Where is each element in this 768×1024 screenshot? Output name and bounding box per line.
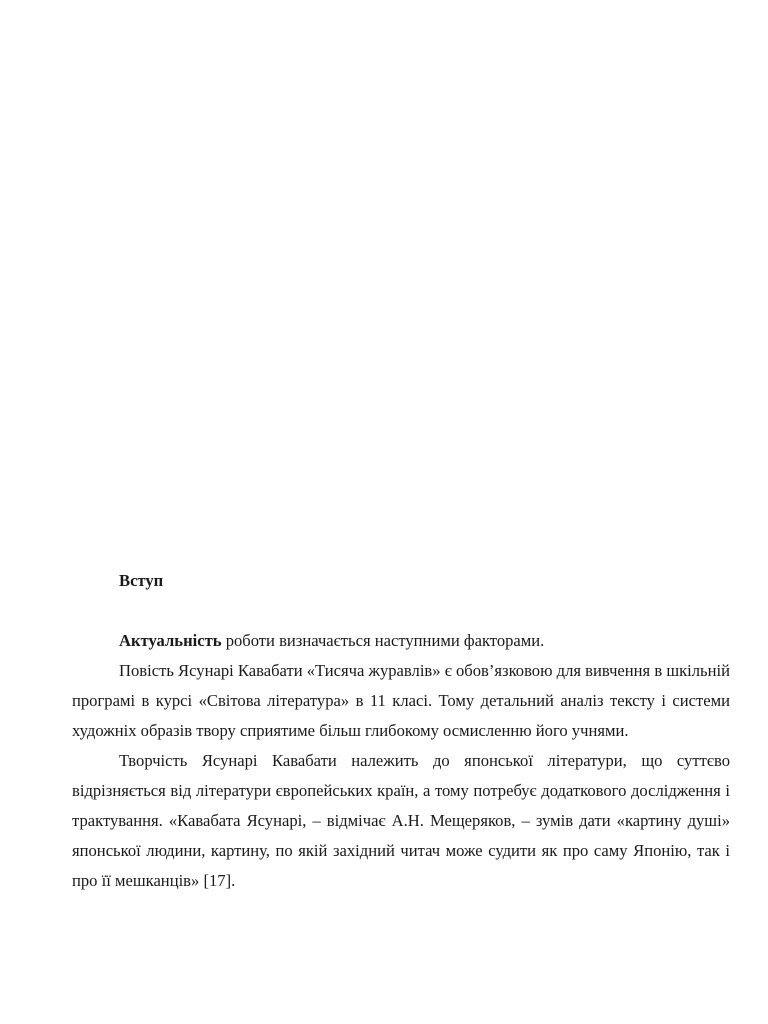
paragraph-2: Творчість Ясунарі Кавабати належить до японської літератури, що суттєво відрізняється від літератури європейських країн, а тому потребує додаткового дослідження і трактування. «Кавабата Ясунарі, – відмічає А.Н. Мещеряков, – зумів дати «картину душі» японської людини, картину, по якій західний читач може судити як про саму Японію, так і про її мешканців» [17]. xyxy=(72,751,730,890)
document-body xyxy=(72,566,730,896)
blank-line xyxy=(72,596,730,626)
section-heading: Вступ xyxy=(119,571,164,590)
relevance-paragraph xyxy=(72,626,730,656)
relevance-term: Актуальність xyxy=(119,631,222,650)
paragraph-1: Повість Ясунарі Кавабати «Тисяча журавлів» є обов’язковою для вивчення в шкільній програмі в курсі «Світова література» в 11 класі. Тому детальний аналіз тексту і системи художніх образів твору сприятиме більш глибокому осмисленню його учнями. xyxy=(72,661,730,740)
relevance-text: роботи визначається наступними факторами. xyxy=(221,631,545,650)
